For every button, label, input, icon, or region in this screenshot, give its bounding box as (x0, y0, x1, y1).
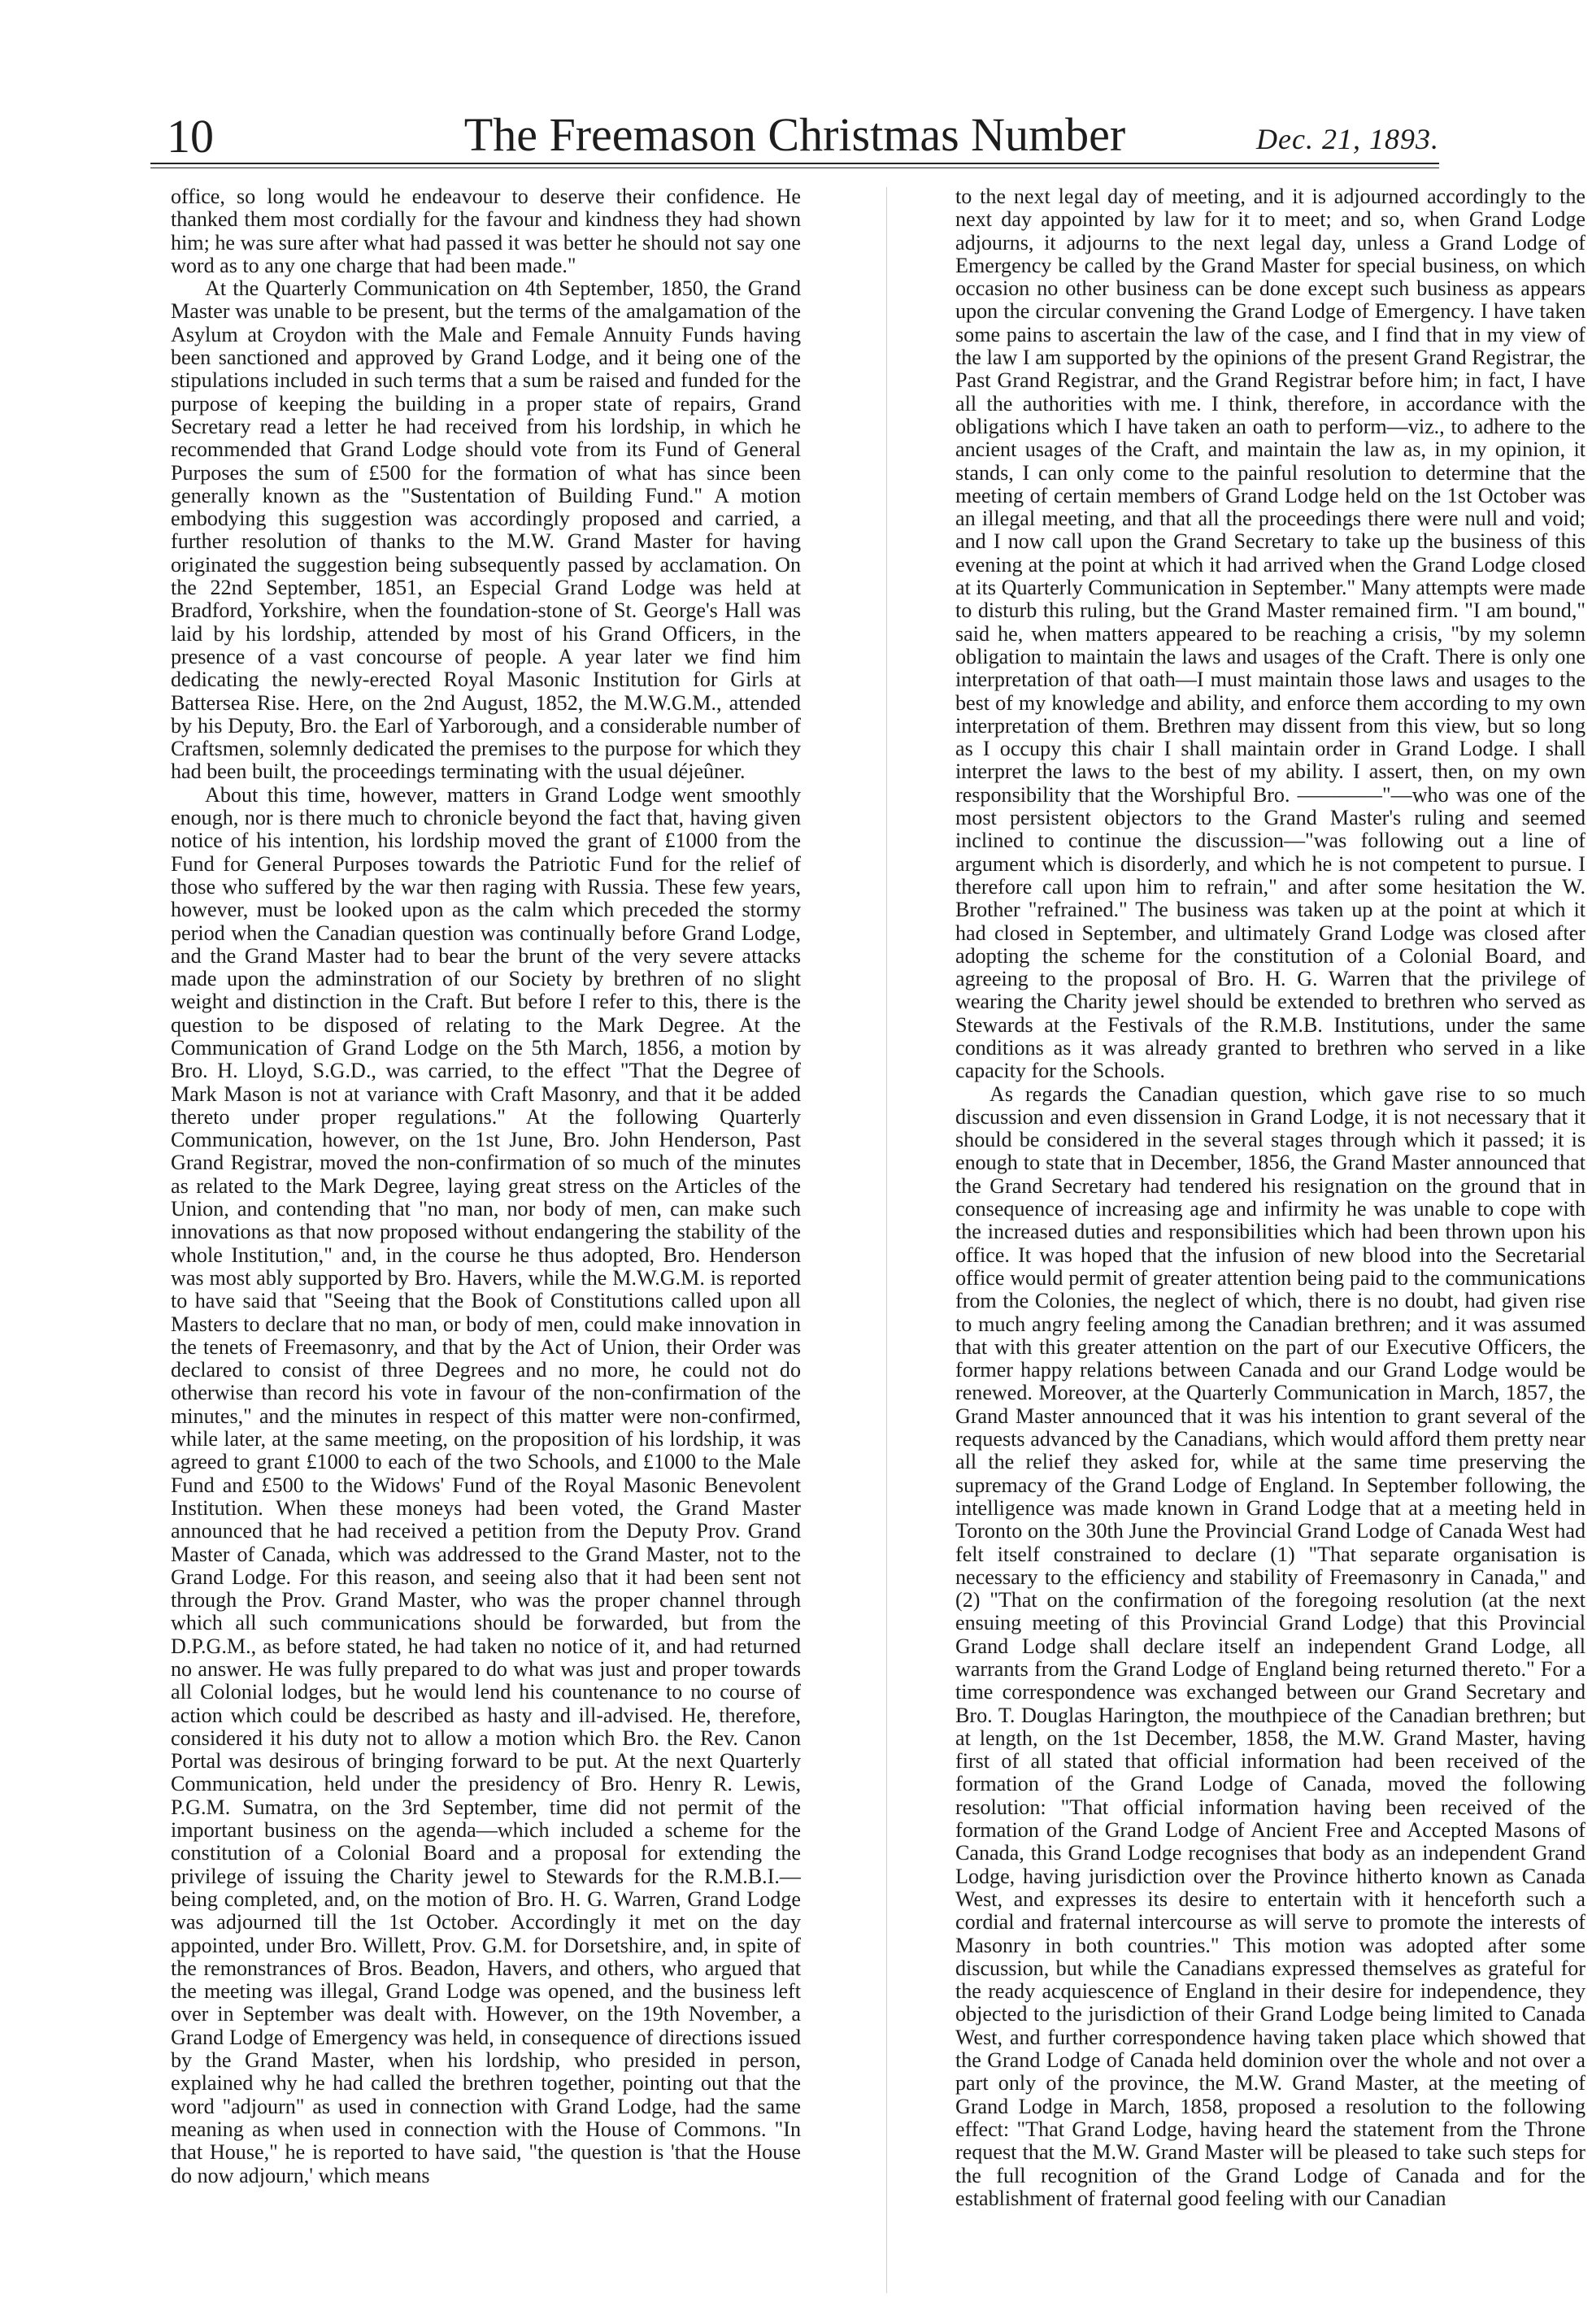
paragraph: At the Quarterly Communication on 4th September, 1850, the Grand Master was unable to be present, but the terms of the amalgamation of the Asylum at Croydon with the Male and Female Annuity Funds having been sanctioned and approved by Grand Lodge, and it being one of the stipulations included in such terms that a sum be raised and funded for the purpose of keeping the building in a proper state of repairs, Grand Secretary read a letter he had received from his lordship, in which he recommended that Grand Lodge should vote from its Fund of General Purposes the sum of £500 for the formation of what has since been generally known as the "Sustentation of Building Fund." A motion embodying this suggestion was accordingly proposed and carried, a further resolution of thanks to the M.W. Grand Master for having originated the suggestion being subsequently passed by acclamation. On the 22nd September, 1851, an Especial Grand Lodge was held at Bradford, Yorkshire, when the foundation-stone of St. George's Hall was laid by his lordship, attended by most of his Grand Officers, in the presence of a vast concourse of people. A year later we find him dedicating the newly-erected Royal Masonic Institution for Girls at Battersea Rise. Here, on the 2nd August, 1852, the M.W.G.M., attended by his Deputy, Bro. the Earl of Yarborough, and a considerable number of Craftsmen, solemnly dedicated the premises to the purpose for which they had been built, the proceedings terminating with the usual déjeûner. (171, 276, 801, 784)
masthead (150, 106, 1439, 164)
header-rule (150, 163, 1439, 164)
paragraph: About this time, however, matters in Grand Lodge went smoothly enough, nor is there much to chronicle beyond the fact that, having given notice of his intention, his lordship moved the grant of £1000 from the Fund for General Purposes towards the Patriotic Fund for the relief of those who suffered by the war then raging with Russia. These few years, however, must be looked upon as the calm which preceded the stormy period when the Canadian question was continually before Grand Lodge, and the Grand Master had to bear the brunt of the very severe attacks made upon the adminstration of our Society by brethren of no slight weight and distinction in the Craft. But before I refer to this, there is the question to be disposed of relating to the Mark Degree. At the Communication of Grand Lodge on the 5th March, 1856, a motion by Bro. H. Lloyd, S.G.D., was carried, to the effect "That the Degree of Mark Mason is not at variance with Craft Masonry, and that it be added thereto under proper regulations." At the following Quarterly Communication, however, on the 1st June, Bro. John Henderson, Past Grand Registrar, moved the non-confirmation of so much of the minutes as related to the Mark Degree, laying great stress on the Articles of the Union, and contending that "no man, nor body of men, can make such innovations as that now proposed without endangering the stability of the whole Institution," and, in the course he thus adopted, Bro. Henderson was most ably supported by Bro. Havers, while the M.W.G.M. is reported to have said that "Seeing that the Book of Constitutions called upon all Masters to declare that no man, or body of men, could make innovation in the tenets of Freemasonry, and that by the Act of Union, their Order was declared to consist of three Degrees and no more, he could not do otherwise than record his vote in favour of the non-confirmation of the minutes," and the minutes in respect of this matter were non-confirmed, while later, at the same meeting, on the proposition of his lordship, it was agreed to grant £1000 to each of the two Schools, and £1000 to the Male Fund and £500 to the Widows' Fund of the Royal Masonic Benevolent Institution. When these moneys had been voted, the Grand Master announced that he had received a petition from the Deputy Prov. Grand Master of Canada, which was addressed to the Grand Master, not to the Grand Lodge. For this reason, and seeing also that it had been sent not through the Prov. Grand Master, who was the proper channel through which all such communications should be forwarded, but from the D.P.G.M., as before stated, he had taken no notice of it, and had returned no answer. He was fully prepared to do what was just and proper towards all Colonial lodges, but he would lend his countenance to no course of action which could be described as hasty and ill-advised. He, therefore, considered it his duty not to allow a motion which Bro. the Rev. Canon Portal was desirous of bringing forward to be put. At the next Quarterly Communication, held under the presidency of Bro. Henry R. Lewis, P.G.M. Sumatra, on the 3rd September, time did not permit of the important business on the agenda—which included a scheme for the constitution of a Colonial Board and a proposal for extending the privilege of issuing the Charity jewel to Stewards for the R.M.B.I.—being completed, and, on the motion of Bro. H. G. Warren, Grand Lodge was adjourned till the 1st October. Accordingly it met on the day appointed, under Bro. Willett, Prov. G.M. for Dorsetshire, and, in spite of the remonstrances of Bros. Beadon, Havers, and others, who argued that the meeting was illegal, Grand Lodge was opened, and the business left over in September was dealt with. However, on the 19th November, a Grand Lodge of Emergency was held, in consequence of directions issued by the Grand Master, when his lordship, who presided in person, explained why he had called the brethren together, pointing out that the word "adjourn" as used in connection with Grand Lodge, had the same meaning as when used in connection with the House of Commons. "In that House," he is reported to have said, "the question is 'that the House do now adjourn,' which means (171, 782, 801, 2187)
right-column (955, 185, 1585, 2298)
issue-date: Dec. 21, 1893. (1256, 123, 1439, 155)
left-column (171, 185, 801, 2298)
page-number: 10 (167, 110, 214, 163)
paragraph: to the next legal day of meeting, and it is adjourned accordingly to the next day appointed by law for it to meet; and so, when Grand Lodge adjourns, it adjourns to the next legal day, unless a Grand Lodge of Emergency be called by the Grand Master for special business, on which occasion no other business can be done except such business as appears upon the circular convening the Grand Lodge of Emergency. I have taken some pains to ascertain the law of the case, and I find that in my view of the law I am supported by the opinions of the present Grand Registrar, the Past Grand Registrar, and the Grand Registrar before him; in fact, I have all the authorities with me. I think, therefore, in accordance with the obligations which I have taken an oath to perform—viz., to adhere to the ancient usages of the Craft, and maintain the law as, in my opinion, it stands, I can only come to the painful resolution to determine that the meeting of certain members of Grand Lodge held on the 1st October was an illegal meeting, and that all the proceedings there were null and void; and I now call upon the Grand Secretary to take up the business of this evening at the point at which it had arrived when the Grand Lodge closed at its Quarterly Communication in September." Many attempts were made to disturb this ruling, but the Grand Master remained firm. "I am bound," said he, when matters appeared to be reaching a crisis, "by my solemn obligation to maintain the laws and usages of the Craft. There is only one interpretation of that oath—I must maintain those laws and usages to the best of my knowledge and ability, and enforce them according to my own interpretation of them. Brethren may dissent from this view, but so long as I occupy this chair I shall maintain order in Grand Lodge. I shall interpret the laws to the best of my ability. I assert, then, on my own responsibility that the Worshipful Bro. ————"—who was one of the most persistent objectors to the Grand Master's ruling and seemed inclined to continue the discussion—"was following out a line of argument which is disorderly, and which he is not competent to pursue. I therefore call upon him to refrain," and after some hesitation the W. Brother "refrained." The business was taken up at the point at which it had closed in September, and ultimately Grand Lodge was closed after adopting the scheme for the constitution of a Colonial Board, and agreeing to the proposal of Bro. H. G. Warren that the privilege of wearing the Charity jewel should be extended to brethren who served as Stewards at the Festivals of the R.M.B. Institutions, under the same conditions as it was already granted to brethren who served in a like capacity for the Schools. (955, 185, 1585, 1083)
paragraph: As regards the Canadian question, which gave rise to so much discussion and even dissension in Grand Lodge, it is not necessary that it should be considered in the several stages through which it passed; it is enough to state that in December, 1856, the Grand Master announced that the Grand Secretary had tendered his resignation on the ground that in consequence of increasing age and infirmity he was unable to cope with the increased duties and responsibilities which had been thrown upon his office. It was hoped that the infusion of new blood into the Secretarial office would permit of greater attention being paid to the communications from the Colonies, the neglect of which, there is no doubt, had given rise to much angry feeling among the Canadian brethren; and it was assumed that with this greater attention on the part of our Executive Officers, the former happy relations between Canada and our Grand Lodge would be renewed. Moreover, at the Quarterly Communication in March, 1857, the Grand Master announced that it was his intention to grant several of the requests advanced by the Canadians, which would afford them pretty near all the relief they asked for, while at the same time preserving the supremacy of the Grand Lodge of England. In September following, the intelligence was made known in Grand Lodge that at a meeting held in Toronto on the 30th June the Provincial Grand Lodge of Canada West had felt itself constrained to declare (1) "That separate organisation is necessary to the efficiency and stability of Freemasonry in Canada," and (2) "That on the confirmation of the foregoing resolution (at the next ensuing meeting of this Provincial Grand Lodge) that this Provincial Grand Lodge shall declare itself an independent Grand Lodge, all warrants from the Grand Lodge of England being returned thereto." For a time correspondence was exchanged between our Grand Secretary and Bro. T. Douglas Harington, the mouthpiece of the Canadian brethren; but at length, on the 1st December, 1858, the M.W. Grand Master, having first of all stated that official information had been received of the formation of the Grand Lodge of Canada, moved the following resolution: "That official information having been received of the formation of the Grand Lodge of Ancient Free and Accepted Masons of Canada, this Grand Lodge recognises that body as an independent Grand Lodge, having jurisdiction over the Province hitherto known as Canada West, and expresses its desire to entertain with it henceforth such a cordial and fraternal intercourse as will serve to promote the interests of Masonry in both countries." This motion was adopted after some discussion, but while the Canadians expressed themselves as grateful for the ready acquiescence of England in their desire for independence, they objected to the jurisdiction of their Grand Lodge being limited to Canada West, and further correspondence having taken place which showed that the Grand Lodge of Canada held dominion over the whole and not over a part only of the province, the M.W. Grand Master, at the meeting of Grand Lodge in March, 1858, proposed a resolution to the following effect: "That Grand Lodge, having heard the statement from the Throne request that the M.W. Grand Master will be pleased to take such steps for the full recognition of the Grand Lodge of Canada and for the establishment of fraternal good feeling with our Canadian (955, 1081, 1585, 2210)
column-divider (886, 187, 887, 2293)
publication-title: The Freemason Christmas Number (463, 108, 1126, 161)
paragraph: office, so long would he endeavour to deserve their confidence. He thanked them most cordially for the favour and kindness they had shown him; he was sure after what had passed it was better he should not say one word as to any one charge that had been made." (171, 185, 801, 277)
